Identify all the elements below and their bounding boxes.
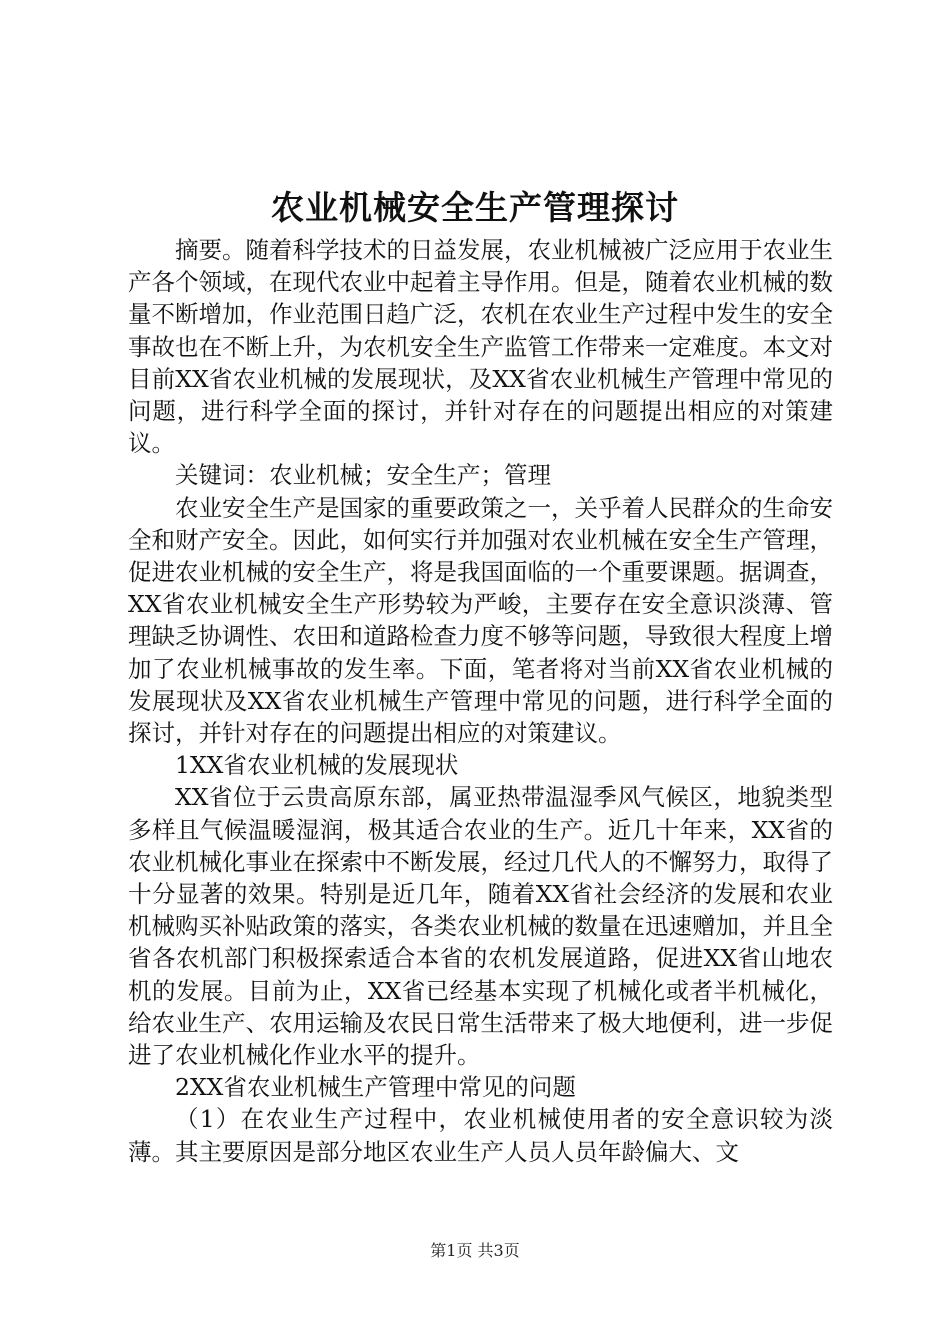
document-body [128, 234, 833, 1168]
section-2-paragraph: （1）在农业生产过程中，农业机械使用者的安全意识较为淡薄。其主要原因是部分地区农业生产人员人员年龄偏大、文 [128, 1105, 833, 1166]
section-heading-2: 2XX省农业机械生产管理中常见的问题 [175, 1073, 576, 1102]
section-heading-1: 1XX省农业机械的发展现状 [175, 751, 459, 780]
keywords-paragraph: 关键词：农业机械；安全生产；管理 [175, 461, 551, 490]
document-title: 农业机械安全生产管理探讨 [271, 188, 679, 227]
intro-paragraph: 农业安全生产是国家的重要政策之一，关乎着人民群众的生命安全和财产安全。因此，如何实行并加强对农业机械在安全生产管理，促进农业机械的安全生产，将是我国面临的一个重要课题。据调查，XX省农业机械安全生产形势较为严峻，主要存在安全意识淡薄、管理缺乏协调性、农田和道路检查力度不够等问题，导致很大程度上增加了农业机械事故的发生率。下面，笔者将对当前XX省农业机械的发展现状及XX省农业机械生产管理中常见的问题，进行科学全面的探讨，并针对存在的问题提出相应的对策建议。 [128, 493, 833, 748]
section-1-paragraph: XX省位于云贵高原东部，属亚热带温湿季风气候区，地貌类型多样且气候温暖湿润，极其适合农业的生产。近几十年来，XX省的农业机械化事业在探索中不断发展，经过几代人的不懈努力，取得了十分显著的效果。特别是近几年，随着XX省社会经济的发展和农业机械购买补贴政策的落实，各类农业机械的数量在迅速赠加，并且全省各农机部门积极探索适合本省的农机发展道路，促进XX省山地农机的发展。目前为止，XX省已经基本实现了机械化或者半机械化，给农业生产、农用运输及农民日常生活带来了极大地便利，进一步促进了农业机械化作业水平的提升。 [128, 783, 833, 1070]
abstract-paragraph: 摘要。随着科学技术的日益发展，农业机械被广泛应用于农业生产各个领域，在现代农业中起着主导作用。但是，随着农业机械的数量不断增加，作业范围日趋广泛，农机在农业生产过程中发生的安全事故也在不断上升，为农机安全生产监管工作带来一定难度。本文对目前XX省农业机械的发展现状，及XX省农业机械生产管理中常见的问题，进行科学全面的探讨，并针对存在的问题提出相应的对策建议。 [128, 236, 833, 458]
page-footer: 第1页 共3页 [430, 1241, 520, 1260]
